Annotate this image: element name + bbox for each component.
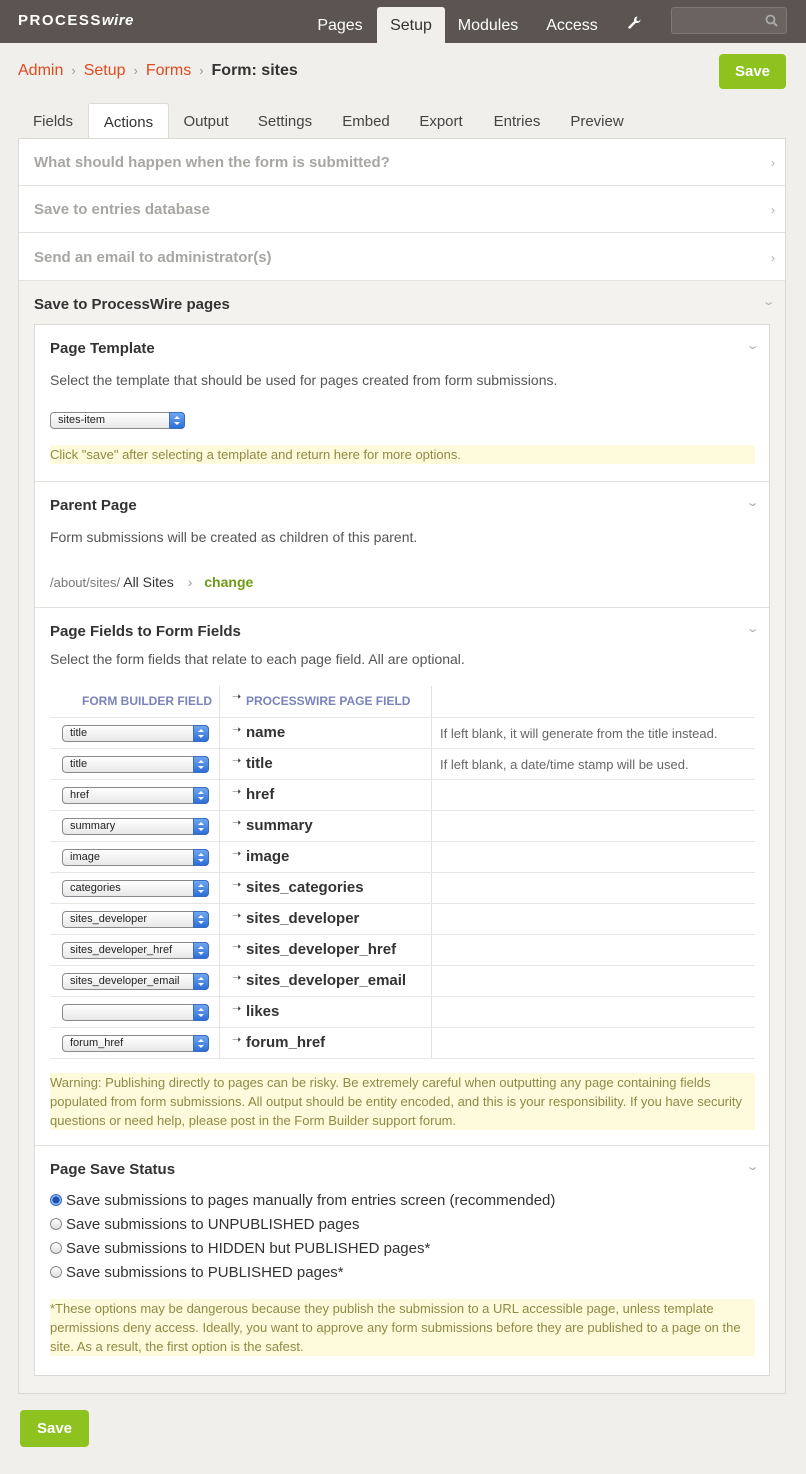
arrow-right-icon: ➝ bbox=[232, 910, 242, 922]
page-field-name: likes bbox=[246, 1003, 280, 1020]
section-label: What should happen when the form is submitted? bbox=[34, 154, 390, 171]
select-arrows-icon bbox=[193, 942, 209, 959]
select-value: sites-item bbox=[58, 414, 106, 426]
radio-button[interactable] bbox=[50, 1242, 62, 1254]
table-row bbox=[50, 965, 755, 996]
page-field-name: sites_developer_href bbox=[246, 941, 397, 958]
select-arrows-icon bbox=[193, 880, 209, 897]
table-row bbox=[50, 841, 755, 872]
breadcrumb-sep-icon: › bbox=[133, 63, 138, 78]
page-field-name: sites_developer_email bbox=[246, 972, 407, 989]
parent-name: All Sites bbox=[123, 574, 174, 590]
form-field-select[interactable] bbox=[62, 787, 209, 804]
save-status-option[interactable] bbox=[50, 1216, 359, 1233]
select-value: title bbox=[70, 727, 88, 739]
fieldset-description: Form submissions will be created as children of this parent. bbox=[50, 529, 418, 545]
select-arrows-icon bbox=[193, 818, 209, 835]
form-field-select[interactable] bbox=[62, 1035, 209, 1052]
page-field-name: title bbox=[246, 755, 273, 772]
arrow-right-icon: ➝ bbox=[232, 848, 242, 860]
section-label: Send an email to administrator(s) bbox=[34, 249, 272, 266]
fieldset-save-status bbox=[35, 1146, 769, 1375]
select-arrows-icon bbox=[193, 725, 209, 742]
select-value: summary bbox=[70, 820, 116, 832]
table-row bbox=[50, 903, 755, 934]
table-row bbox=[50, 934, 755, 965]
breadcrumb-setup[interactable]: Setup bbox=[83, 62, 126, 79]
page-title: Form: sites bbox=[211, 62, 298, 79]
section-label: Save to entries database bbox=[34, 201, 210, 218]
nav-setup[interactable]: Setup bbox=[377, 7, 445, 43]
breadcrumb bbox=[18, 62, 298, 80]
arrow-right-icon: ➝ bbox=[232, 879, 242, 891]
arrow-right-icon: ➝ bbox=[232, 972, 242, 984]
template-select[interactable] bbox=[50, 412, 185, 429]
column-header-page-field: PROCESSWIRE PAGE FIELD bbox=[246, 694, 411, 708]
fieldset-title[interactable]: Page Save Status bbox=[50, 1161, 176, 1178]
arrow-right-icon: ➝ bbox=[232, 724, 242, 736]
field-map-table bbox=[50, 686, 755, 1058]
search-input[interactable] bbox=[671, 7, 787, 34]
option-label: Save submissions to PUBLISHED pages* bbox=[66, 1264, 344, 1281]
table-row bbox=[50, 1027, 755, 1058]
field-note: If left blank, a date/time stamp will be used. bbox=[440, 757, 689, 772]
radio-button[interactable] bbox=[50, 1266, 62, 1278]
page-field-name: forum_href bbox=[246, 1034, 326, 1051]
section-save-to-pages bbox=[19, 281, 785, 1393]
select-value: forum_href bbox=[70, 1037, 124, 1049]
select-value: image bbox=[70, 851, 100, 863]
form-field-select[interactable] bbox=[62, 911, 209, 928]
logo-text: PROCESS bbox=[18, 12, 102, 29]
nav-access[interactable]: Access bbox=[546, 17, 598, 34]
section-email-admin[interactable] bbox=[19, 234, 785, 281]
tab-embed[interactable]: Embed bbox=[342, 113, 390, 130]
actions-panel bbox=[18, 138, 786, 1394]
section-title[interactable]: Save to ProcessWire pages bbox=[34, 296, 230, 313]
fieldset-title[interactable]: Page Fields to Form Fields bbox=[50, 623, 241, 640]
tab-output[interactable]: Output bbox=[183, 113, 229, 130]
logo-text-light: wire bbox=[101, 12, 134, 29]
select-value: sites_developer_href bbox=[70, 944, 173, 956]
arrow-right-icon: ➝ bbox=[232, 691, 242, 703]
arrow-right-icon: ➝ bbox=[232, 1003, 242, 1015]
breadcrumb-admin[interactable]: Admin bbox=[18, 62, 64, 79]
top-navbar bbox=[0, 0, 806, 43]
nav-modules[interactable]: Modules bbox=[457, 17, 519, 34]
tab-fields[interactable]: Fields bbox=[32, 113, 73, 130]
section-submit-actions[interactable] bbox=[19, 139, 785, 186]
chevron-down-icon[interactable]: ⌄ bbox=[745, 340, 760, 352]
save-status-option[interactable] bbox=[50, 1240, 430, 1257]
table-bottom-border bbox=[50, 1058, 755, 1059]
section-entries-db[interactable] bbox=[19, 186, 785, 233]
table-row bbox=[50, 996, 755, 1027]
chevron-right-icon: › bbox=[771, 156, 775, 170]
table-row bbox=[50, 810, 755, 841]
table-row bbox=[50, 872, 755, 903]
page-field-name: sites_developer bbox=[246, 910, 360, 927]
breadcrumb-sep-icon: › bbox=[71, 63, 76, 78]
select-arrows-icon bbox=[169, 412, 185, 429]
processwire-logo[interactable] bbox=[18, 12, 134, 29]
fieldset-description: Select the form fields that relate to each page field. All are optional. bbox=[50, 651, 465, 667]
chevron-right-icon: › bbox=[771, 251, 775, 265]
form-field-select[interactable] bbox=[62, 880, 209, 897]
chevron-down-icon[interactable]: ⌄ bbox=[761, 296, 776, 308]
arrow-right-icon: ➝ bbox=[232, 755, 242, 767]
select-arrows-icon bbox=[193, 1004, 209, 1021]
column-header-form-field: FORM BUILDER FIELD bbox=[82, 694, 212, 708]
radio-button[interactable] bbox=[50, 1194, 62, 1206]
select-value: title bbox=[70, 758, 88, 770]
form-field-select[interactable] bbox=[62, 725, 209, 742]
select-arrows-icon bbox=[193, 787, 209, 804]
form-field-select[interactable] bbox=[62, 849, 209, 866]
form-field-select[interactable] bbox=[62, 756, 209, 773]
save-to-pages-fields bbox=[34, 324, 770, 1376]
select-value: href bbox=[70, 789, 89, 801]
chevron-down-icon[interactable]: ⌄ bbox=[745, 497, 760, 509]
page-field-name: image bbox=[246, 848, 290, 865]
select-arrows-icon bbox=[193, 973, 209, 990]
arrow-right-icon: ➝ bbox=[232, 786, 242, 798]
select-arrows-icon bbox=[193, 1035, 209, 1052]
wrench-icon[interactable] bbox=[626, 15, 642, 31]
table-row bbox=[50, 748, 755, 779]
form-field-select[interactable] bbox=[62, 818, 209, 835]
page-field-name: sites_categories bbox=[246, 879, 364, 896]
form-field-select[interactable] bbox=[62, 1004, 209, 1021]
nav-pages[interactable]: Pages bbox=[317, 17, 363, 34]
chevron-right-icon: › bbox=[187, 574, 193, 590]
tab-settings[interactable]: Settings bbox=[257, 113, 313, 130]
tab-actions[interactable]: Actions bbox=[88, 103, 169, 140]
tab-preview[interactable]: Preview bbox=[570, 113, 624, 130]
page-field-name: name bbox=[246, 724, 286, 741]
page-field-name: summary bbox=[246, 817, 313, 834]
tab-export[interactable]: Export bbox=[419, 113, 463, 130]
select-value: categories bbox=[70, 882, 121, 894]
select-arrows-icon bbox=[193, 756, 209, 773]
radio-button[interactable] bbox=[50, 1218, 62, 1230]
save-button-top[interactable]: Save bbox=[719, 54, 786, 89]
chevron-right-icon: › bbox=[771, 203, 775, 217]
page-field-name: href bbox=[246, 786, 275, 803]
save-status-notice: *These options may be dangerous because they publish the submission to a URL accessible page, unless template permissions deny access. Ideally, you want to approve any form submissions before they are published to a page on the site. As a result, the first option is the safest. bbox=[50, 1299, 755, 1356]
select-arrows-icon bbox=[193, 911, 209, 928]
fieldset-title[interactable]: Parent Page bbox=[50, 497, 137, 514]
chevron-down-icon[interactable]: ⌄ bbox=[745, 1161, 760, 1173]
fieldset-description: Select the template that should be used for pages created from form submissions. bbox=[50, 372, 558, 388]
select-value: sites_developer bbox=[70, 913, 148, 925]
arrow-right-icon: ➝ bbox=[232, 941, 242, 953]
template-notice: Click "save" after selecting a template and return here for more options. bbox=[50, 445, 755, 464]
form-field-select[interactable] bbox=[62, 942, 209, 959]
table-row bbox=[50, 717, 755, 748]
fieldset-field-map bbox=[35, 608, 769, 1146]
search-icon bbox=[765, 14, 778, 27]
option-label: Save submissions to UNPUBLISHED pages bbox=[66, 1216, 360, 1233]
option-label: Save submissions to HIDDEN but PUBLISHED pages* bbox=[66, 1240, 431, 1257]
table-row bbox=[50, 779, 755, 810]
save-button-bottom[interactable]: Save bbox=[20, 1410, 89, 1447]
select-arrows-icon bbox=[193, 849, 209, 866]
form-field-select[interactable] bbox=[62, 973, 209, 990]
fieldset-title[interactable]: Page Template bbox=[50, 340, 155, 357]
fieldset-parent-page bbox=[35, 482, 769, 608]
chevron-down-icon[interactable]: ⌄ bbox=[745, 623, 760, 635]
tab-entries[interactable]: Entries bbox=[493, 113, 541, 130]
arrow-right-icon: ➝ bbox=[232, 1034, 242, 1046]
select-value: sites_developer_email bbox=[70, 975, 180, 987]
change-parent-link[interactable]: change bbox=[204, 574, 254, 590]
fieldset-page-template bbox=[35, 325, 769, 482]
breadcrumb-sep-icon: › bbox=[199, 63, 204, 78]
field-note: If left blank, it will generate from the title instead. bbox=[440, 726, 718, 741]
parent-page-selector bbox=[50, 574, 253, 590]
arrow-right-icon: ➝ bbox=[232, 817, 242, 829]
parent-path: /about/sites/ bbox=[50, 575, 121, 590]
publishing-warning: Warning: Publishing directly to pages can be risky. Be extremely careful when outputting any page containing fields populated from form submissions. All output should be entity encoded, and this is your responsibility. If you have security questions or need help, please post in the Form Builder support forum. bbox=[50, 1073, 755, 1130]
breadcrumb-forms[interactable]: Forms bbox=[145, 62, 192, 79]
save-status-option[interactable] bbox=[50, 1192, 555, 1209]
option-label: Save submissions to pages manually from entries screen (recommended) bbox=[66, 1192, 556, 1209]
save-status-option[interactable] bbox=[50, 1264, 344, 1281]
